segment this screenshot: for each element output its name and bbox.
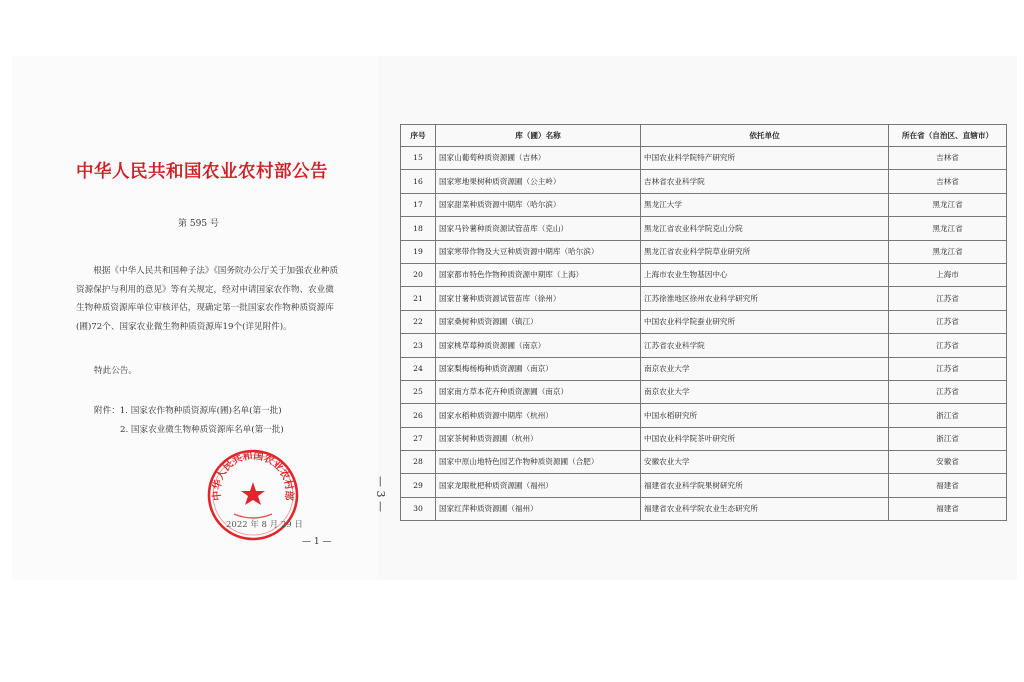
host-unit-cell: 福建省农业科学院农业生态研究所 <box>641 497 889 520</box>
host-unit-cell: 黑龙江大学 <box>641 193 889 216</box>
table-row <box>401 404 1007 427</box>
table-row <box>401 193 1007 216</box>
row-index-cell: 29 <box>401 474 436 497</box>
province-cell: 福建省 <box>889 497 1007 520</box>
row-index-cell: 20 <box>401 263 436 286</box>
province-cell: 福建省 <box>889 474 1007 497</box>
header-province: 所在省（自治区、直辖市） <box>889 125 1007 147</box>
repository-name-cell: 国家龙眼枇杷种质资源圃（福州） <box>436 474 641 497</box>
host-unit-cell: 中国农业科学院蚕业研究所 <box>641 310 889 333</box>
host-unit-cell: 福建省农业科学院果树研究所 <box>641 474 889 497</box>
row-index-cell: 30 <box>401 497 436 520</box>
host-unit-cell: 黑龙江省农业科学院草业研究所 <box>641 240 889 263</box>
row-index-cell: 16 <box>401 170 436 193</box>
repository-table <box>400 124 1007 521</box>
repository-name-cell: 国家山葡萄种质资源圃（吉林） <box>436 147 641 170</box>
table-body <box>401 147 1007 521</box>
row-index-cell: 21 <box>401 287 436 310</box>
repository-name-cell: 国家红萍种质资源圃（福州） <box>436 497 641 520</box>
province-cell: 江苏省 <box>889 357 1007 380</box>
header-unit: 依托单位 <box>641 125 889 147</box>
host-unit-cell: 江苏省农业科学院 <box>641 334 889 357</box>
repository-name-cell: 国家梨梅杨梅种质资源圃（南京） <box>436 357 641 380</box>
row-index-cell: 24 <box>401 357 436 380</box>
page-number-left: — 1 — <box>302 537 332 547</box>
province-cell: 上海市 <box>889 263 1007 286</box>
repository-name-cell: 国家茶树种质资源圃（杭州） <box>436 427 641 450</box>
document-number: 第 595 号 <box>178 219 219 229</box>
province-cell: 浙江省 <box>889 404 1007 427</box>
announcement-body: 根据《中华人民共和国种子法》《国务院办公厅关于加强农业种质资源保护与利用的意见》等有关规定，经对申请国家农作物、农业微生物种质资源库单位审核评估，现确定第一批国家农作物种质资源库(圃)72个、国家农业微生物种质资源库19个(详见附件)。 <box>76 266 339 332</box>
province-cell: 黑龙江省 <box>889 193 1007 216</box>
header-index: 序号 <box>401 125 436 147</box>
announcement-date: 2022 年 8 月 29 日 <box>226 520 303 530</box>
host-unit-cell: 上海市农业生物基因中心 <box>641 263 889 286</box>
table-header-row <box>401 125 1007 147</box>
table-row <box>401 263 1007 286</box>
province-cell: 吉林省 <box>889 147 1007 170</box>
closing-text: 特此公告。 <box>94 366 137 376</box>
host-unit-cell: 中国水稻研究所 <box>641 404 889 427</box>
repository-name-cell: 国家甘薯种质资源试管苗库（徐州） <box>436 287 641 310</box>
table-row <box>401 380 1007 403</box>
host-unit-cell: 安徽农业大学 <box>641 451 889 474</box>
repository-name-cell: 国家桃草莓种质资源圃（南京） <box>436 334 641 357</box>
table-row <box>401 147 1007 170</box>
header-name: 库（圃）名称 <box>436 125 641 147</box>
repository-name-cell: 国家都市特色作物种质资源中期库（上海） <box>436 263 641 286</box>
repository-name-cell: 国家南方草本花卉种质资源圃（南京） <box>436 380 641 403</box>
host-unit-cell: 南京农业大学 <box>641 380 889 403</box>
table-row <box>401 451 1007 474</box>
row-index-cell: 18 <box>401 217 436 240</box>
province-cell: 吉林省 <box>889 170 1007 193</box>
table-row <box>401 427 1007 450</box>
table-row <box>401 334 1007 357</box>
attachment-1: 附件：1. 国家农作物种质资源库(圃)名单(第一批) <box>94 406 282 416</box>
row-index-cell: 27 <box>401 427 436 450</box>
row-index-cell: 28 <box>401 451 436 474</box>
host-unit-cell: 吉林省农业科学院 <box>641 170 889 193</box>
repository-name-cell: 国家寒地果树种质资源圃（公主岭） <box>436 170 641 193</box>
table-row <box>401 287 1007 310</box>
row-index-cell: 23 <box>401 334 436 357</box>
host-unit-cell: 中国农业科学院特产研究所 <box>641 147 889 170</box>
row-index-cell: 19 <box>401 240 436 263</box>
page-number-right: — 3 — <box>374 476 387 512</box>
province-cell: 黑龙江省 <box>889 217 1007 240</box>
table-row <box>401 357 1007 380</box>
province-cell: 江苏省 <box>889 310 1007 333</box>
seal-text: 中华人民共和国农业农村部 <box>211 450 295 502</box>
table-row <box>401 170 1007 193</box>
province-cell: 黑龙江省 <box>889 240 1007 263</box>
table-row <box>401 474 1007 497</box>
row-index-cell: 15 <box>401 147 436 170</box>
province-cell: 江苏省 <box>889 380 1007 403</box>
host-unit-cell: 黑龙江省农业科学院克山分院 <box>641 217 889 240</box>
table-row <box>401 240 1007 263</box>
repository-name-cell: 国家寒带作物及大豆种质资源中期库（哈尔滨） <box>436 240 641 263</box>
table-row <box>401 310 1007 333</box>
repository-name-cell: 国家马铃薯种质资源试管苗库（克山） <box>436 217 641 240</box>
row-index-cell: 22 <box>401 310 436 333</box>
attachment-2: 2. 国家农业微生物种质资源库名单(第一批) <box>120 425 284 435</box>
province-cell: 安徽省 <box>889 451 1007 474</box>
repository-name-cell: 国家桑树种质资源圃（镇江） <box>436 310 641 333</box>
host-unit-cell: 南京农业大学 <box>641 357 889 380</box>
province-cell: 浙江省 <box>889 427 1007 450</box>
host-unit-cell: 中国农业科学院茶叶研究所 <box>641 427 889 450</box>
province-cell: 江苏省 <box>889 287 1007 310</box>
row-index-cell: 17 <box>401 193 436 216</box>
row-index-cell: 26 <box>401 404 436 427</box>
table-row <box>401 217 1007 240</box>
announcement-title: 中华人民共和国农业农村部公告 <box>76 162 328 182</box>
repository-name-cell: 国家甜菜种质资源中期库（哈尔滨） <box>436 193 641 216</box>
repository-name-cell: 国家水稻种质资源中期库（杭州） <box>436 404 641 427</box>
table-row <box>401 497 1007 520</box>
province-cell: 江苏省 <box>889 334 1007 357</box>
host-unit-cell: 江苏徐淮地区徐州农业科学研究所 <box>641 287 889 310</box>
row-index-cell: 25 <box>401 380 436 403</box>
repository-name-cell: 国家中原山地特色园艺作物种质资源圃（合肥） <box>436 451 641 474</box>
